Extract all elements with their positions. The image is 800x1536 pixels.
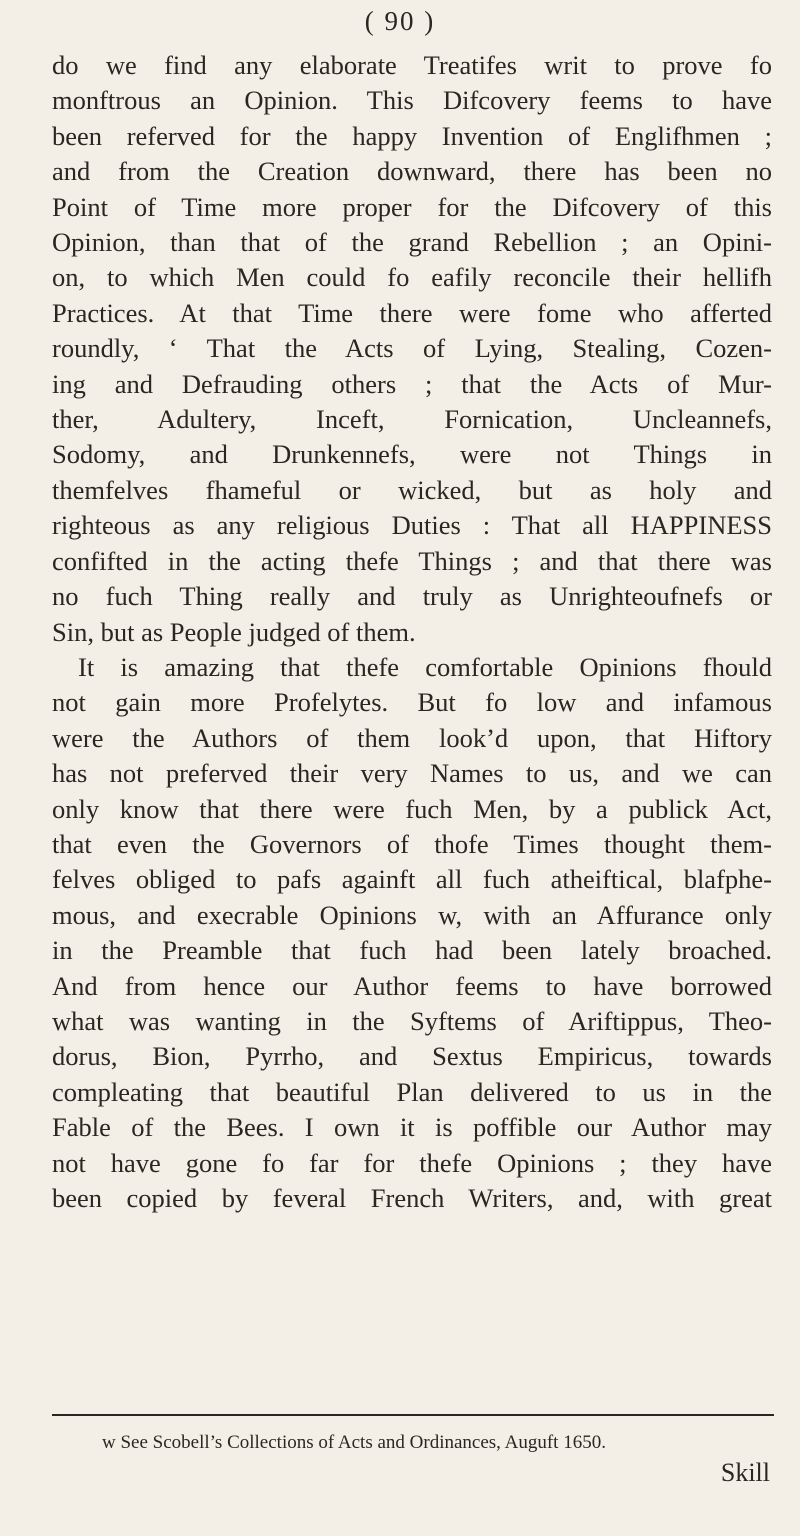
footnote: w See Scobell’s Collections of Acts and Ordinances, Auguft 1650. xyxy=(102,1432,606,1453)
text-line: been copied by feveral French Writers, and, with great xyxy=(52,1183,772,1213)
text-line: roundly, ‘ That the Acts of Lying, Stealing, Cozen- xyxy=(52,333,772,364)
text-line: righteous as any religious Duties : That all HAPPINESS xyxy=(52,510,772,541)
text-line: Sin, but as People judged of them. xyxy=(52,616,416,647)
text-line: has not preferved their very Names to us, and we can xyxy=(52,758,772,789)
text-line: and from the Creation downward, there has been no xyxy=(52,156,772,187)
page-number: ( 90 ) xyxy=(364,6,436,36)
text-line: Practices. At that Time there were fome who afferted xyxy=(52,297,772,328)
text-line: not have gone fo far for thefe Opinions ; they have xyxy=(52,1147,772,1178)
text-line: monftrous an Opinion. This Difcovery feems to have xyxy=(52,85,772,116)
text-line: It is amazing that thefe comfortable Opinions fhould xyxy=(78,651,772,682)
body-text xyxy=(52,48,772,1216)
text-line: only know that there were fuch Men, by a publick Act, xyxy=(52,793,772,824)
text-line: do we find any elaborate Treatifes writ to prove fo xyxy=(52,50,772,80)
text-line: what was wanting in the Syftems of Ariftippus, Theo- xyxy=(52,1005,772,1036)
text-line: on, to which Men could fo eafily reconcile their hellifh xyxy=(52,262,772,293)
text-line: themfelves fhameful or wicked, but as holy and xyxy=(52,474,772,505)
text-line: ing and Defrauding others ; that the Acts of Mur- xyxy=(52,368,772,399)
text-line: Opinion, than that of the grand Rebellion ; an Opini- xyxy=(52,227,772,258)
text-line: ther, Adultery, Inceft, Fornication, Uncleannefs, xyxy=(52,404,772,435)
text-line: And from hence our Author feems to have borrowed xyxy=(52,970,772,1001)
text-line: confifted in the acting thefe Things ; and that there was xyxy=(52,545,772,576)
text-line: been referved for the happy Invention of Englifhmen ; xyxy=(52,120,772,151)
catchword: Skill xyxy=(720,1458,770,1487)
text-line: compleating that beautiful Plan delivered to us in the xyxy=(52,1076,772,1107)
text-line: Fable of the Bees. I own it is poffible our Author may xyxy=(52,1112,772,1143)
text-line: were the Authors of them look’d upon, that Hiftory xyxy=(52,722,772,753)
text-line: Sodomy, and Drunkennefs, were not Things in xyxy=(52,439,772,470)
footnote-divider xyxy=(52,1414,774,1416)
text-line: felves obliged to pafs againft all fuch atheiftical, blafphe- xyxy=(52,864,772,895)
text-line: no fuch Thing really and truly as Unrighteoufnefs or xyxy=(52,581,772,612)
text-line: in the Preamble that fuch had been lately broached. xyxy=(52,935,772,966)
text-line: mous, and execrable Opinions w, with an Affurance only xyxy=(52,899,772,930)
text-line: not gain more Profelytes. But fo low and infamous xyxy=(52,687,772,718)
text-line: that even the Governors of thofe Times thought them- xyxy=(52,828,772,859)
text-line: Point of Time more proper for the Difcovery of this xyxy=(52,191,772,222)
text-line: dorus, Bion, Pyrrho, and Sextus Empiricus, towards xyxy=(52,1041,772,1072)
